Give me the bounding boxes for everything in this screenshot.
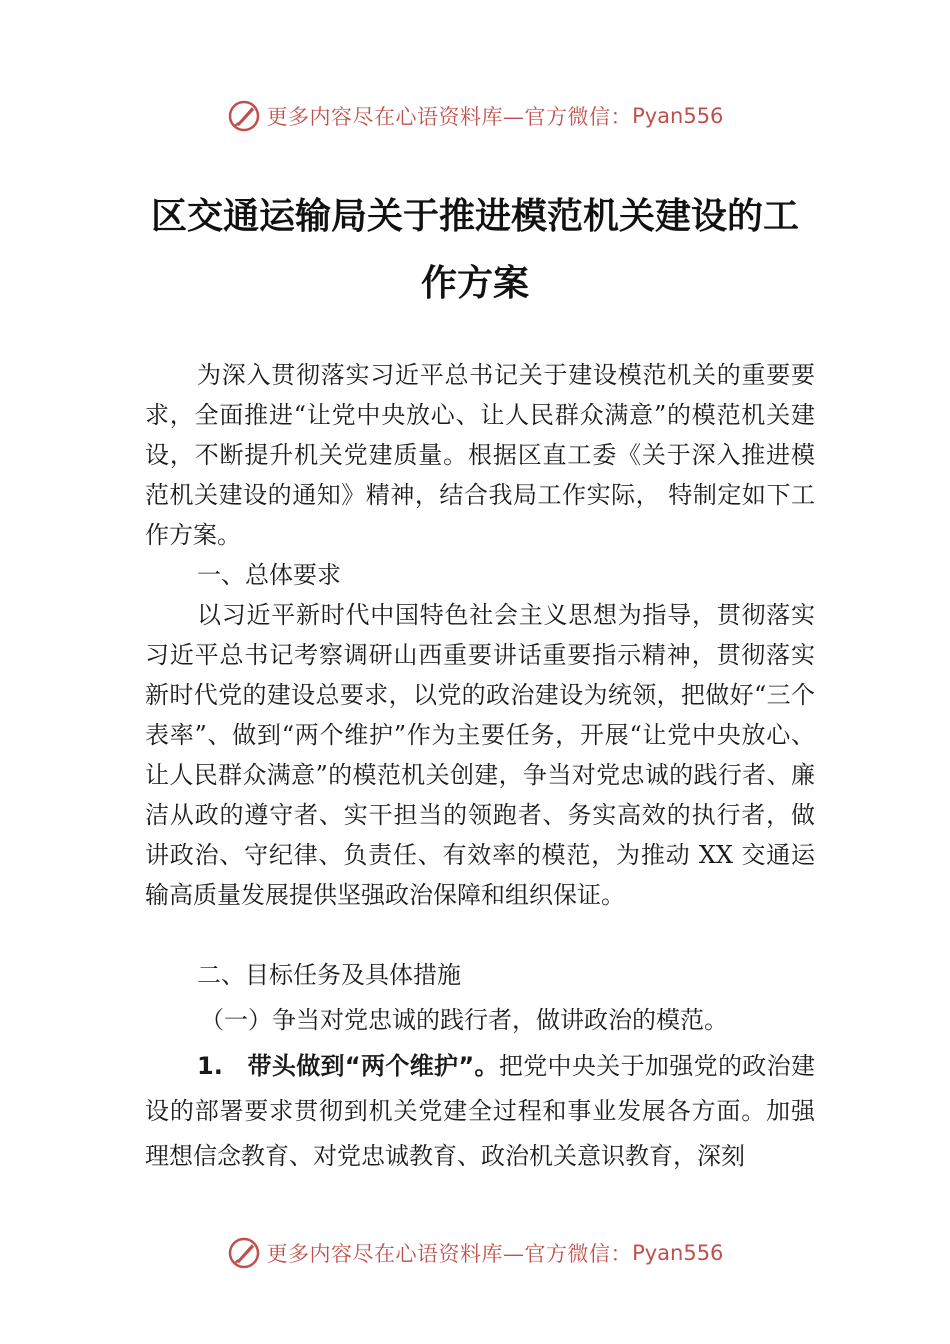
watermark-footer — [0, 1233, 950, 1273]
section-2-sub — [145, 1000, 815, 1040]
section-2 — [145, 955, 815, 995]
item-1-text: 把党中央关于加强党的政治建设的部署要求贯彻到机关党建全过程和事业发展各方面。加强理想信念教育、对党忠诚教育、政治机关意识教育，深刻 — [145, 1052, 815, 1170]
watermark-text: 更多内容尽在心语资料库—官方微信： — [266, 105, 633, 129]
watermark-wechat-id: Pyan556 — [632, 1241, 724, 1265]
section-2-subheading: （一）争当对党忠诚的践行者，做讲政治的模范。 — [200, 1006, 728, 1034]
intro-text: 为深入贯彻落实习近平总书记关于建设模范机关的重要要求，全面推进“让党中央放心、让人民群众满意”的模范机关建设，不断提升机关党建质量。根据区直工委《关于深入推进模范机关建设的通知》精神，结合我局工作实际， 特制定如下工作方案。 — [145, 361, 815, 549]
quill-logo-icon — [227, 1236, 261, 1270]
watermark-wechat-id: Pyan556 — [632, 104, 724, 128]
document-title-line-2: 作方案 — [420, 262, 529, 304]
document-title-line-1: 区交通运输局关于推进模范机关建设的工 — [150, 195, 799, 237]
section-1-heading: 一、总体要求 — [197, 561, 341, 589]
item-1 — [145, 1044, 815, 1179]
section-1-text: 以习近平新时代中国特色社会主义思想为指导，贯彻落实习近平总书记考察调研山西重要讲话重要指示精神，贯彻落实新时代党的建设总要求，以党的政治建设为统领，把做好“三个表率”、做到“两个维护”作为主要任务，开展“让党中央放心、让人民群众满意”的模范机关创建，争当对党忠诚的践行者、廉洁从政的遵守者、实干担当的领跑者、务实高效的执行者，做讲政治、守纪律、负责任、有效率的模范，为推动 XX 交通运输高质量发展提供坚强政治保障和组织保证。 — [145, 601, 815, 909]
intro-paragraph — [145, 355, 815, 555]
quill-logo-icon — [227, 99, 261, 133]
watermark-header — [0, 96, 950, 136]
item-1-lead: 1. 带头做到“两个维护”。 — [197, 1052, 499, 1080]
watermark-text: 更多内容尽在心语资料库—官方微信： — [266, 1242, 633, 1266]
section-1 — [145, 555, 815, 595]
item-1-paragraph — [145, 1044, 815, 1179]
section-2-heading: 二、目标任务及具体措施 — [197, 961, 461, 989]
section-1-body — [145, 595, 815, 915]
